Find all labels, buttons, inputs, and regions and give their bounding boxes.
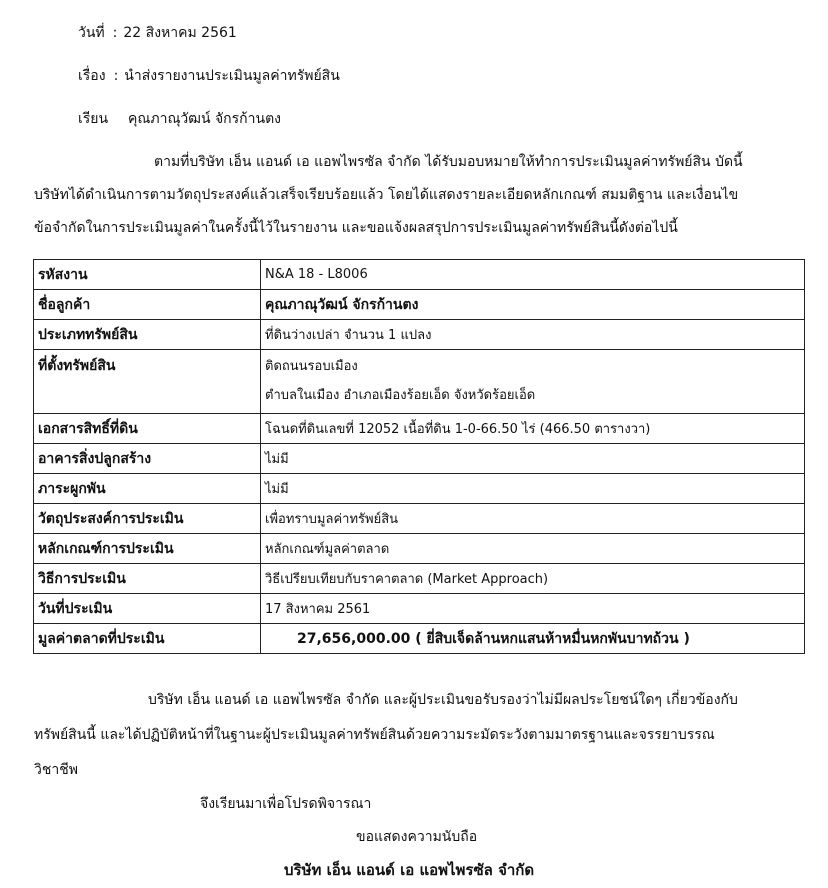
client-value: คุณภาณุวัฒน์ จักรก้านตง [261, 290, 805, 320]
job-code-label: รหัสงาน [34, 260, 261, 290]
encumbrance-label: ภาระผูกพัน [34, 474, 261, 504]
to-row [78, 108, 281, 130]
valuation-summary-table [33, 259, 805, 654]
date-label: วันที่ [78, 25, 105, 41]
date-row [78, 22, 237, 44]
subject-value: นำส่งรายงานประเมินมูลค่าทรัพย์สิน [124, 68, 340, 84]
closing-consider: จึงเรียนมาเพื่อโปรดพิจารณา [200, 796, 372, 812]
basis-value: หลักเกณฑ์มูลค่าตลาด [261, 534, 805, 564]
table-row-buildings [34, 444, 805, 474]
certification-line-2: ทรัพย์สินนี้ และได้ปฏิบัติหน้าที่ในฐานะผู้ประเมินมูลค่าทรัพย์สินด้วยความระมัดระวังตามมาตรฐานและจรรยาบรรณ [34, 727, 715, 743]
purpose-label: วัตถุประสงค์การประเมิน [34, 504, 261, 534]
title-deed-label: เอกสารสิทธิ์ที่ดิน [34, 414, 261, 444]
table-row-purpose [34, 504, 805, 534]
to-label: เรียน [78, 111, 109, 127]
to-value: คุณภาณุวัฒน์ จักรก้านตง [128, 111, 281, 127]
subject-row [78, 65, 340, 87]
asset-type-label: ประเภททรัพย์สิน [34, 320, 261, 350]
location-label: ที่ตั้งทรัพย์สิน [34, 350, 261, 414]
buildings-value: ไม่มี [261, 444, 805, 474]
date-separator: : [112, 25, 118, 41]
date-value: 22 สิงหาคม 2561 [123, 25, 237, 41]
company-signature: บริษัท เอ็น แอนด์ เอ แอพไพรซัล จำกัด [284, 861, 535, 879]
method-value: วิธีเปรียบเทียบกับราคาตลาด (Market Approach) [261, 564, 805, 594]
encumbrance-value: ไม่มี [261, 474, 805, 504]
table-row-method [34, 564, 805, 594]
closing-regards: ขอแสดงความนับถือ [356, 829, 478, 845]
asset-type-value: ที่ดินว่างเปล่า จำนวน 1 แปลง [261, 320, 805, 350]
table-row-valuation-date [34, 594, 805, 624]
table-row-market-value [34, 624, 805, 654]
certification-line-3: วิชาชีพ [34, 762, 78, 778]
table-row-basis [34, 534, 805, 564]
basis-label: หลักเกณฑ์การประเมิน [34, 534, 261, 564]
market-value-label: มูลค่าตลาดที่ประเมิน [34, 624, 261, 654]
buildings-label: อาคารสิ่งปลูกสร้าง [34, 444, 261, 474]
table-row-job-code [34, 260, 805, 290]
intro-line-3: ข้อจำกัดในการประเมินมูลค่าในครั้งนี้ไว้ในรายงาน และขอแจ้งผลสรุปการประเมินมูลค่าทรัพย์สินนี้ดังต่อไปนี้ [34, 220, 678, 236]
valuation-date-value: 17 สิงหาคม 2561 [261, 594, 805, 624]
market-value-value: 27,656,000.00 ( ยี่สิบเจ็ดล้านหกแสนห้าหมื่นหกพันบาทถ้วน ) [261, 624, 805, 654]
certification-line-1: บริษัท เอ็น แอนด์ เอ แอพไพรซัล จำกัด และผู้ประเมินขอรับรองว่าไม่มีผลประโยชน์ใดๆ เกี่ยวข้องกับ [148, 692, 738, 708]
subject-label: เรื่อง [78, 68, 106, 84]
table-row-title-deed [34, 414, 805, 444]
valuation-date-label: วันที่ประเมิน [34, 594, 261, 624]
client-label: ชื่อลูกค้า [34, 290, 261, 320]
table-row-location [34, 350, 805, 414]
location-value-line-2: ตำบลในเมือง อำเภอเมืองร้อยเอ็ด จังหวัดร้อยเอ็ด [265, 388, 536, 403]
table-row-asset-type [34, 320, 805, 350]
intro-line-2: บริษัทได้ดำเนินการตามวัตถุประสงค์แล้วเสร็จเรียบร้อยแล้ว โดยได้แสดงรายละเอียดหลักเกณฑ์ สมมติฐาน และเงื่อนไข [34, 187, 739, 203]
job-code-value: N&A 18 - L8006 [261, 260, 805, 290]
subject-separator: : [113, 68, 119, 84]
table-row-encumbrance [34, 474, 805, 504]
intro-line-1: ตามที่บริษัท เอ็น แอนด์ เอ แอพไพรซัล จำกัด ได้รับมอบหมายให้ทำการประเมินมูลค่าทรัพย์สิน บัดนี้ [154, 154, 743, 170]
location-value-line-1: ติดถนนรอบเมือง [265, 359, 358, 374]
table-row-client [34, 290, 805, 320]
method-label: วิธีการประเมิน [34, 564, 261, 594]
title-deed-value: โฉนดที่ดินเลขที่ 12052 เนื้อที่ดิน 1-0-66.50 ไร่ (466.50 ตารางวา) [261, 414, 805, 444]
purpose-value: เพื่อทราบมูลค่าทรัพย์สิน [261, 504, 805, 534]
location-value [261, 350, 805, 414]
